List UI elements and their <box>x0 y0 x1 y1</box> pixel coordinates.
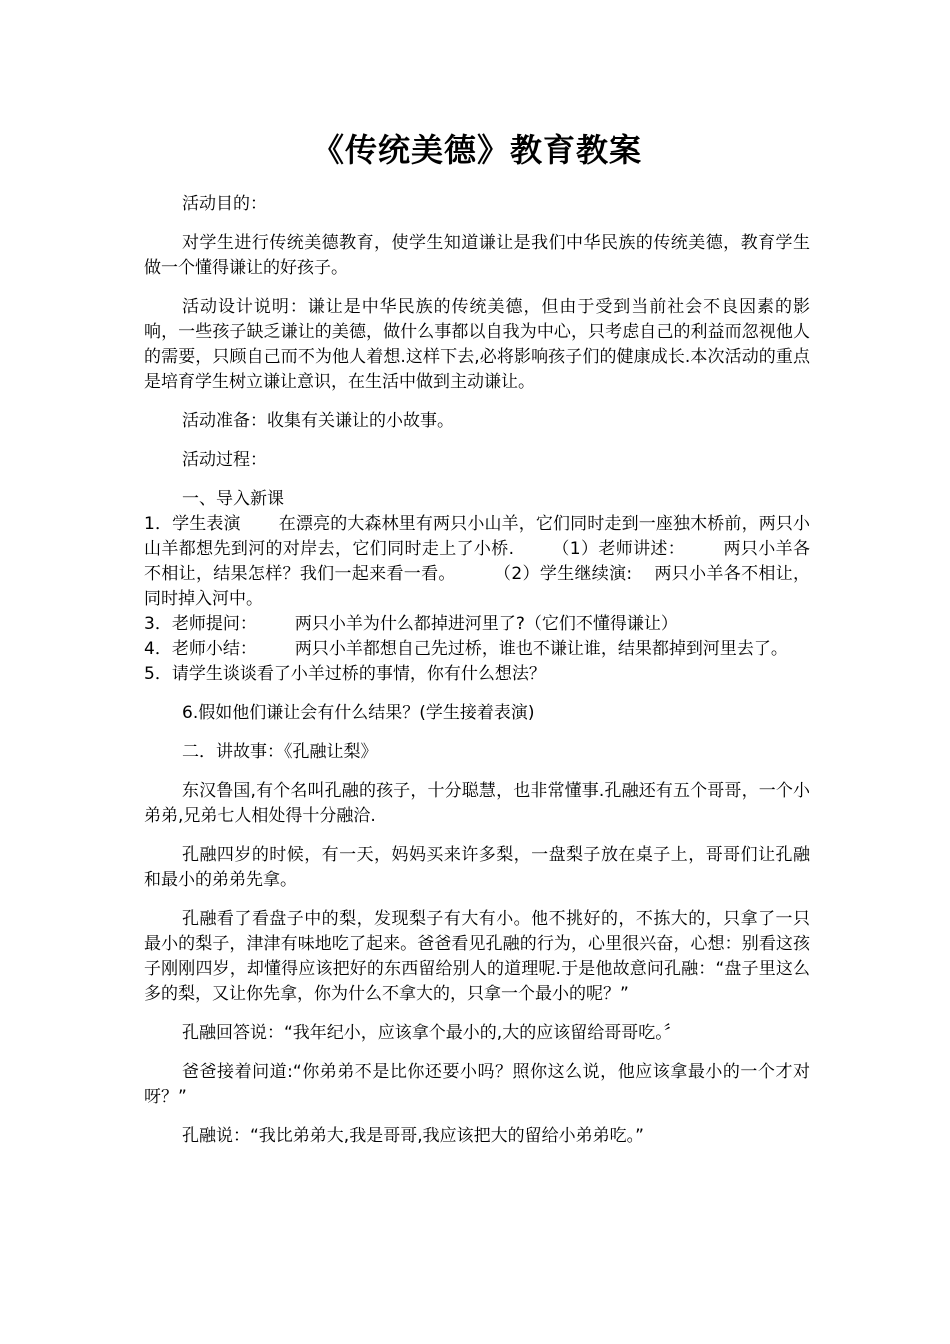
step-5: 5．请学生谈谈看了小羊过桥的事情，你有什么想法？ <box>144 664 546 684</box>
step-4 <box>144 637 810 662</box>
step-1-sub1-label: （1）老师讲述： <box>552 539 686 559</box>
step-1-sub1-text: 两只小羊各不相让，结果怎样？我们一起来看一看。 <box>144 539 810 584</box>
step-1-label: 1．学生表演 <box>144 514 241 534</box>
story-paragraph: 孔融回答说：“我年纪小，应该拿个最小的,大的应该留给哥哥吃。〞 <box>182 1023 681 1043</box>
story-paragraph: 孔融说：“我比弟弟大,我是哥哥,我应该把大的留给小弟弟吃。” <box>182 1126 644 1146</box>
step-6: 6.假如他们谦让会有什么结果？(学生接着表演) <box>182 703 535 723</box>
paragraph-preparation: 活动准备：收集有关谦让的小故事。 <box>182 411 454 431</box>
section-heading-intro: 一、导入新课 <box>182 489 284 509</box>
step-1-sub2-label: （2）学生继续演: <box>493 564 633 584</box>
paragraph-objective: 对学生进行传统美德教育，使学生知道谦让是我们中华民族的传统美德，教育学生做一个懂得谦让的好孩子。 <box>144 233 810 278</box>
step-1-text: 在漂亮的大森林里有两只小山羊，它们同时走到一座独木桥前，两只小山羊都想先到河的对岸去，它们同时走上了小桥. <box>144 514 810 559</box>
story-paragraph: 孔融四岁的时候，有一天，妈妈买来许多梨，一盘梨子放在桌子上，哥哥们让孔融和最小的弟弟先拿。 <box>144 845 810 890</box>
step-3 <box>144 612 810 637</box>
step-3-text: 两只小羊为什么都掉进河里了?（它们不懂得谦让） <box>294 614 678 634</box>
step-1 <box>144 512 810 612</box>
paragraph-process-heading: 活动过程： <box>182 450 267 470</box>
section-heading-story: 二．讲故事：《孔融让梨》 <box>182 742 378 762</box>
step-4-text: 两只小羊都想自己先过桥，谁也不谦让谁，结果都掉到河里去了。 <box>294 639 788 659</box>
step-1-sub2-text: 两只小羊各不相让，同时掉入河中。 <box>144 564 811 609</box>
paragraph-design-note: 活动设计说明：谦让是中华民族的传统美德，但由于受到当前社会不良因素的影响，一些孩子缺乏谦让的美德，做什么事都以自我为中心，只考虑自己的利益而忽视他人的需要，只顾自己而不为他人着想.这样下去,必将影响孩子们的健康成长.本次活动的重点是培育学生树立谦让意识，在生活中做到主动谦让。 <box>144 297 810 392</box>
step-4-label: 4．老师小结： <box>144 639 257 659</box>
story-paragraph: 东汉鲁国,有个名叫孔融的孩子，十分聪慧，也非常懂事.孔融还有五个哥哥，一个小弟弟,兄弟七人相处得十分融洽. <box>144 781 810 826</box>
paragraph-objective-heading: 活动目的： <box>182 194 267 214</box>
document-title: 《传统美德》教育教案 <box>311 131 642 169</box>
story-paragraph: 孔融看了看盘子中的梨，发现梨子有大有小。他不挑好的，不拣大的，只拿了一只最小的梨子，津津有味地吃了起来。爸爸看见孔融的行为，心里很兴奋，心想：别看这孩子刚刚四岁，却懂得应该把好的东西留给别人的道理呢.于是他故意问孔融：“盘子里这么多的梨，又让你先拿，你为什么不拿大的，只拿一个最小的呢？” <box>144 909 810 1004</box>
step-3-label: 3．老师提问： <box>144 614 257 634</box>
story-paragraph: 爸爸接着问道:“你弟弟不是比你还要小吗？照你这么说，他应该拿最小的一个才对呀？” <box>144 1062 810 1107</box>
